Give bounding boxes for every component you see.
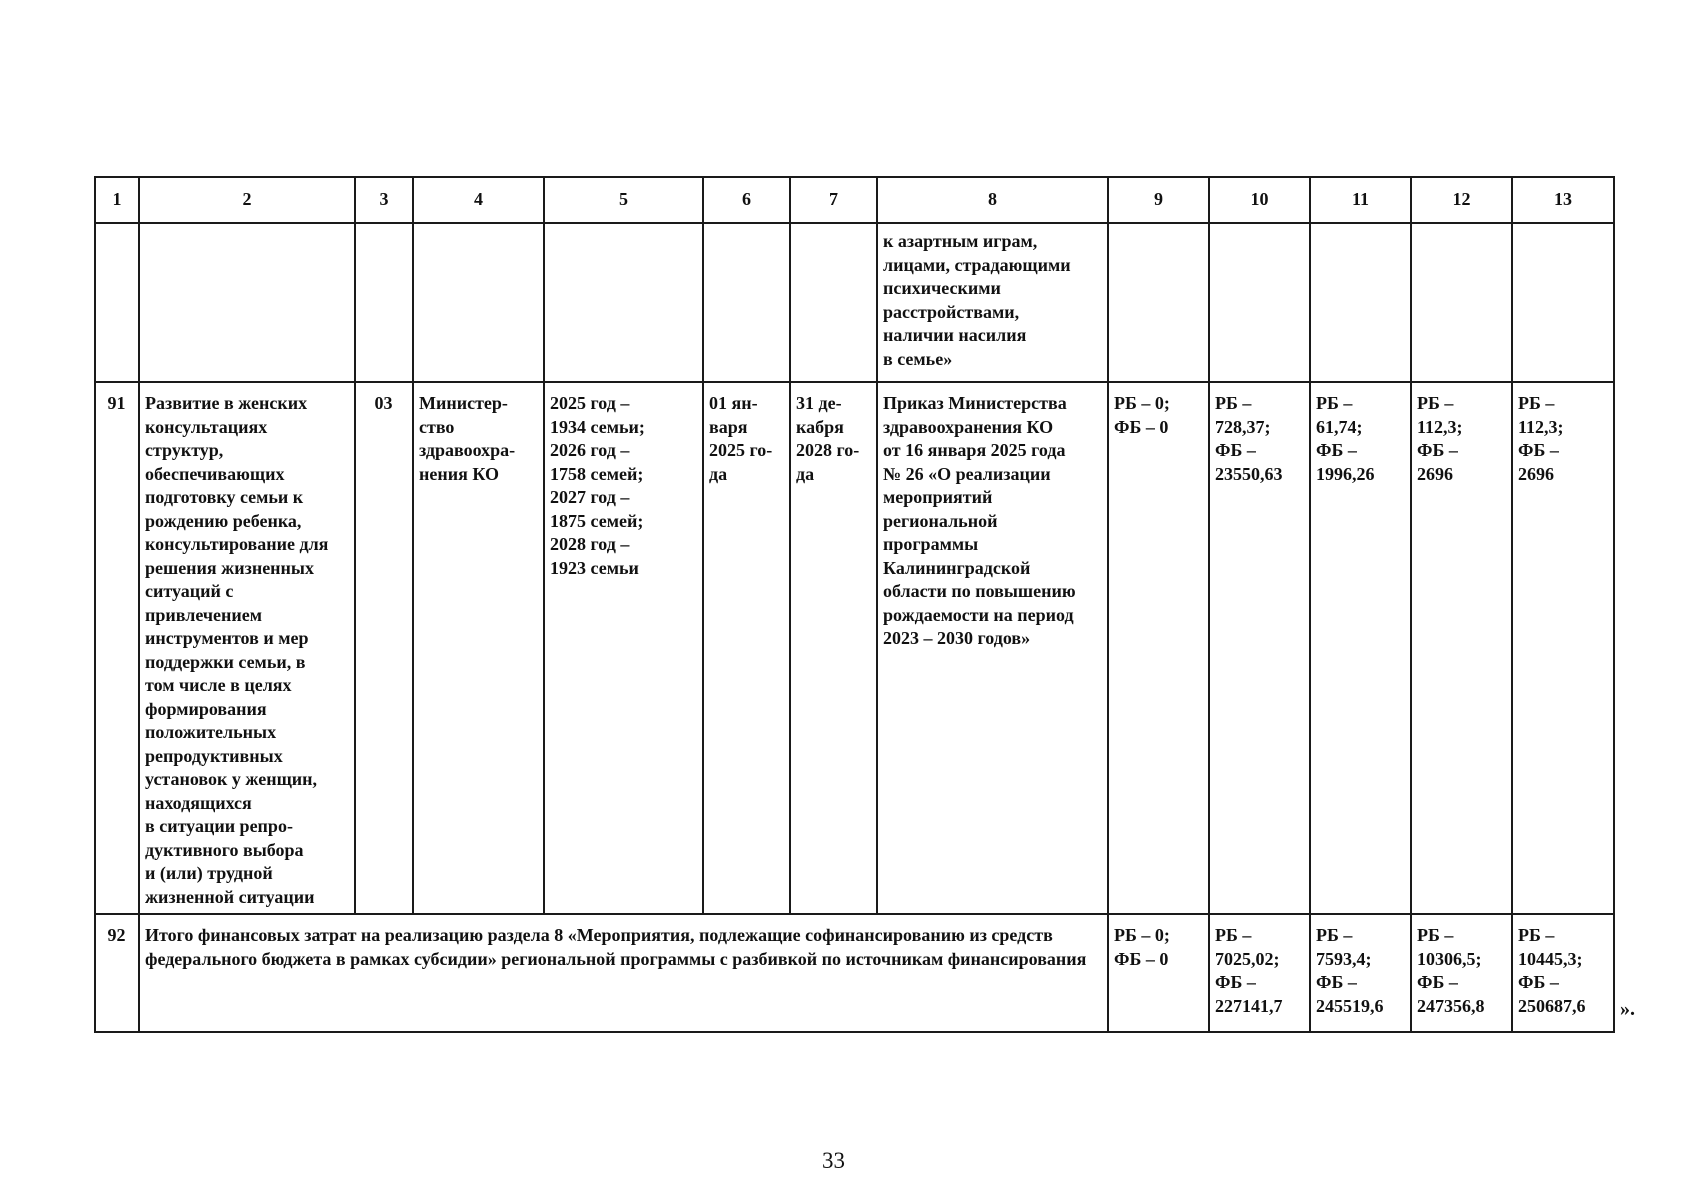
program-table (94, 176, 1615, 1033)
end-date-cell: 31 де- кабря 2028 го- да (790, 382, 877, 914)
total-description: Итого финансовых затрат на реализацию раздела 8 «Мероприятия, подлежащие софинансированию из средств федерального бюджета в рамках субсидии» региональной программы с разбивкой по источникам финансирования (139, 914, 1108, 1032)
continuation-row (95, 223, 1614, 382)
start-date-cell: 01 ян- варя 2025 го- да (703, 382, 790, 914)
total-col11: РБ – 7593,4; ФБ – 245519,6 (1310, 914, 1411, 1032)
continuation-basis-text: к азартным играм, лицами, страдающими психическими расстройствами, наличии насилия в семье» (877, 223, 1108, 382)
table-row-91 (95, 382, 1614, 914)
page-number: 33 (822, 1148, 845, 1173)
executor-cell: Министер- ство здравоохра- нения КО (413, 382, 544, 914)
empty-cell (1209, 223, 1310, 382)
table-row-92 (95, 914, 1614, 1032)
header-cell-2: 2 (139, 177, 355, 223)
header-cell-5: 5 (544, 177, 703, 223)
header-cell-10: 10 (1209, 177, 1310, 223)
empty-cell (1411, 223, 1512, 382)
funding-col10: РБ – 728,37; ФБ – 23550,63 (1209, 382, 1310, 914)
measure-name: Развитие в женских консультациях структур, обеспечивающих подготовку семьи к рождению ребенка, консультирование для решения жизненных ситуаций с привлечением инструментов и мер поддержки семьи, в том числе в целях формирования положительных репродуктивных установок у женщин, находящихся в ситуации репро- дуктивного выбора и (или) трудной жизненной ситуации (139, 382, 355, 914)
row-number: 92 (95, 914, 139, 1032)
empty-cell (95, 223, 139, 382)
closing-quote-mark: ». (1620, 998, 1635, 1020)
funding-col13: РБ – 112,3; ФБ – 2696 (1512, 382, 1614, 914)
empty-cell (1310, 223, 1411, 382)
header-cell-3: 3 (355, 177, 413, 223)
indicator-cell: 2025 год – 1934 семьи; 2026 год – 1758 семей; 2027 год – 1875 семей; 2028 год – 1923 семьи (544, 382, 703, 914)
header-cell-12: 12 (1411, 177, 1512, 223)
legal-basis-cell: Приказ Министерства здравоохранения КО от 16 января 2025 года № 26 «О реализации мероприятий региональной программы Калининградской области по повышению рождаемости на период 2023 – 2030 годов» (877, 382, 1108, 914)
empty-cell (1108, 223, 1209, 382)
row-number: 91 (95, 382, 139, 914)
header-cell-11: 11 (1310, 177, 1411, 223)
total-col12: РБ – 10306,5; ФБ – 247356,8 (1411, 914, 1512, 1032)
empty-cell (544, 223, 703, 382)
header-row (95, 177, 1614, 223)
funding-col11: РБ – 61,74; ФБ – 1996,26 (1310, 382, 1411, 914)
total-col10: РБ – 7025,02; ФБ – 227141,7 (1209, 914, 1310, 1032)
code-cell: 03 (355, 382, 413, 914)
header-cell-1: 1 (95, 177, 139, 223)
total-col13: РБ – 10445,3; ФБ – 250687,6 (1512, 914, 1614, 1032)
empty-cell (790, 223, 877, 382)
funding-col12: РБ – 112,3; ФБ – 2696 (1411, 382, 1512, 914)
header-cell-7: 7 (790, 177, 877, 223)
empty-cell (355, 223, 413, 382)
funding-col9: РБ – 0; ФБ – 0 (1108, 382, 1209, 914)
header-cell-13: 13 (1512, 177, 1614, 223)
header-cell-8: 8 (877, 177, 1108, 223)
total-col9: РБ – 0; ФБ – 0 (1108, 914, 1209, 1032)
header-cell-9: 9 (1108, 177, 1209, 223)
empty-cell (1512, 223, 1614, 382)
header-cell-6: 6 (703, 177, 790, 223)
empty-cell (413, 223, 544, 382)
empty-cell (139, 223, 355, 382)
header-cell-4: 4 (413, 177, 544, 223)
empty-cell (703, 223, 790, 382)
